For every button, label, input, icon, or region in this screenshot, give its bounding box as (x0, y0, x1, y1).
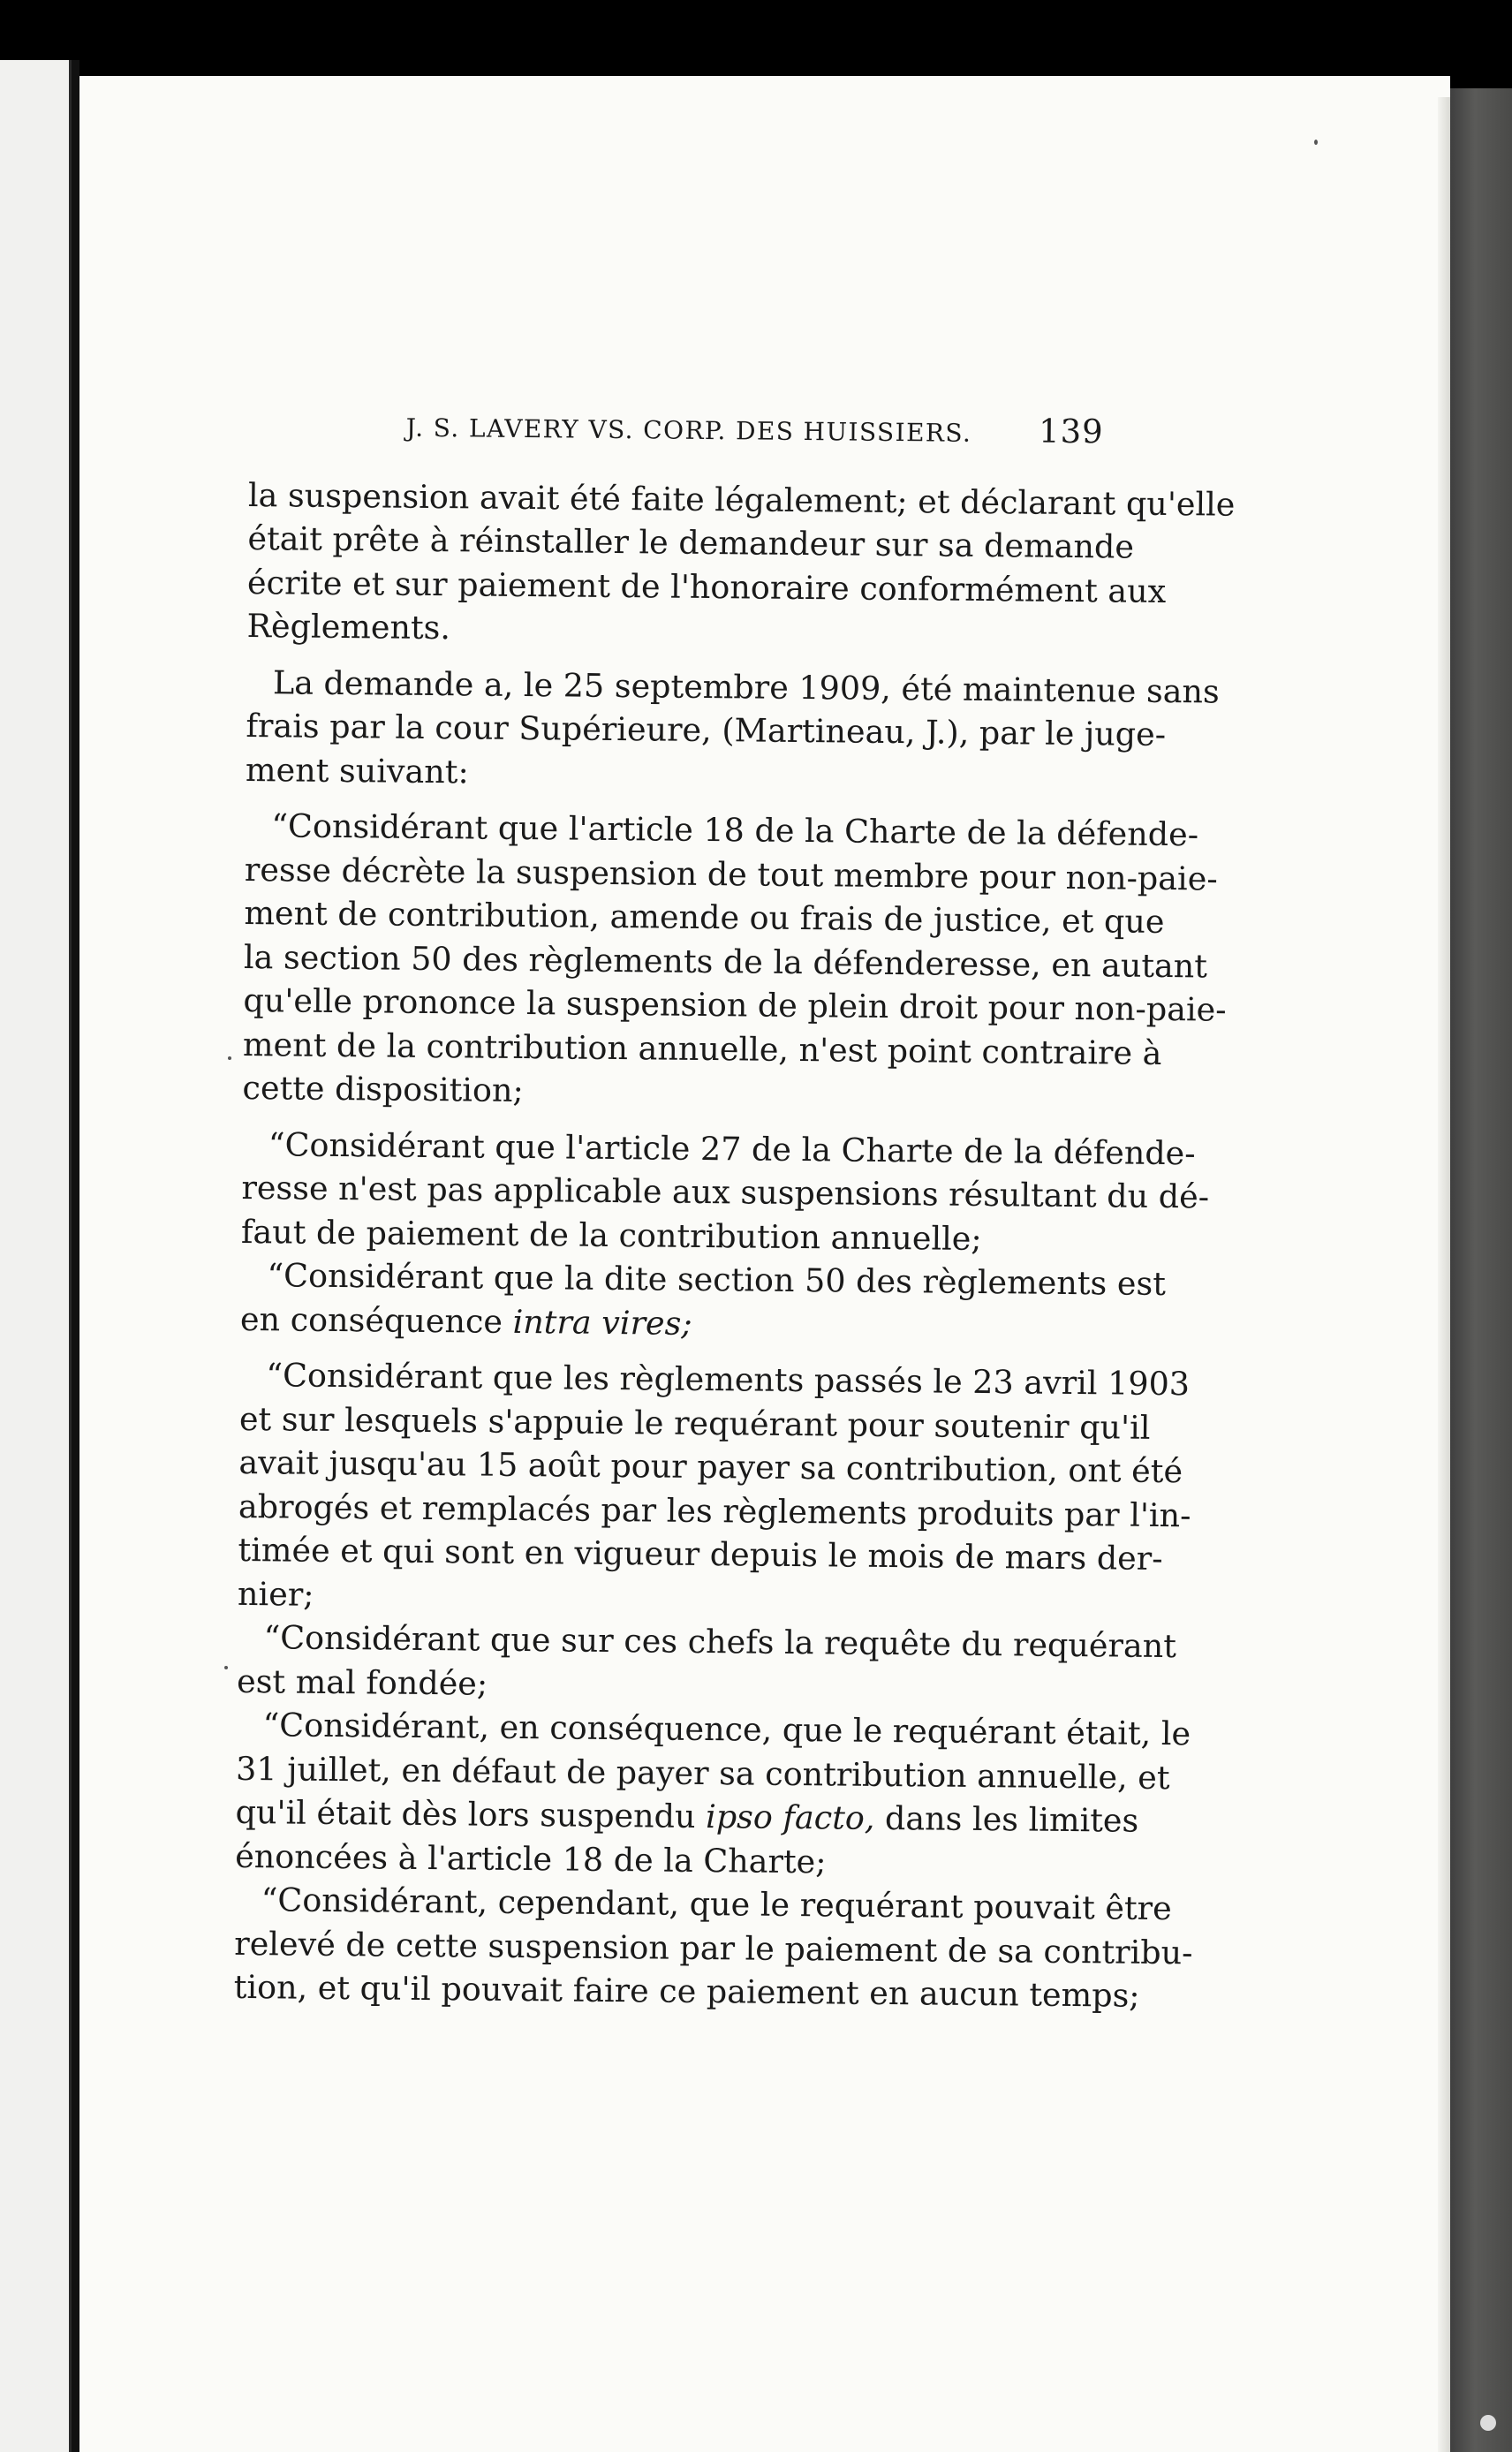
text-line: Règlements. (246, 606, 451, 647)
text-line: ment de la contribution annuelle, n'est point contraire à (242, 1025, 1162, 1072)
paragraph (240, 1122, 1210, 1261)
running-head (248, 402, 1103, 457)
text-line: 31 juillet, en défaut de payer sa contribution annuelle, et (235, 1749, 1170, 1797)
paragraph (233, 1878, 1193, 2017)
page-number: 139 (1038, 412, 1104, 451)
text-line: la section 50 des règlements de la défenderesse, en autant (243, 937, 1208, 985)
text-line: nier; (237, 1574, 314, 1614)
paragraph (236, 1616, 1177, 1711)
text-line: “Considérant que l'article 18 de la Charte de la défende- (271, 806, 1199, 854)
text-line: énoncées à l'article 18 de la Charte; (234, 1836, 827, 1881)
text-line: et sur lesquels s'appuie le requérant pour soutenir qu'il (238, 1399, 1151, 1447)
book-cover-edge (1450, 88, 1512, 2452)
text-line (235, 1790, 1139, 1843)
paragraph (242, 804, 1227, 1118)
text-line: “Considérant, en conséquence, que le requérant était, le (262, 1706, 1191, 1753)
text-segment: dans les limites (884, 1798, 1139, 1840)
scan-speck (1480, 2415, 1496, 2431)
paragraph (234, 1703, 1191, 1886)
page-edge-shadow (1438, 97, 1450, 2452)
text-line: relevé de cette suspension par le paiement de sa contribu- (234, 1924, 1193, 1971)
scan-speck (228, 1056, 231, 1060)
text-segment: en conséquence (239, 1299, 503, 1341)
text-line: La demande a, le 25 septembre 1909, été maintenue sans (272, 662, 1220, 711)
text-line: faut de paiement de la contribution annuelle; (240, 1212, 982, 1258)
book-gutter (72, 60, 79, 2452)
text-line: resse n'est pas applicable aux suspensions résultant du dé- (241, 1168, 1210, 1216)
text-line: abrogés et remplacés par les règlements produits par l'in- (238, 1487, 1191, 1534)
text-line: la suspension avait été faite légalement; et déclarant qu'elle (247, 475, 1236, 524)
text-line: “Considérant que l'article 27 de la Charte de la défende- (268, 1124, 1196, 1172)
text-line: “Considérant que les règlements passés le 23 avril 1903 (266, 1356, 1191, 1404)
text-line: écrite et sur paiement de l'honoraire conformément aux (246, 563, 1167, 610)
text-line: frais par la cour Supérieure, (Martineau, J.), par le juge- (246, 706, 1167, 753)
text-line: ment de contribution, amende ou frais de justice, et que (244, 893, 1165, 941)
paragraph (237, 1353, 1191, 1623)
paragraph (246, 473, 1236, 655)
running-head-title: J. S. LAVERY VS. CORP. DES HUISSIERS. (405, 412, 972, 448)
text-line: est mal fondée; (236, 1661, 488, 1703)
text-line: resse décrète la suspension de tout membre pour non-paie- (244, 850, 1218, 898)
text-line: “Considérant, cependant, que le requérant pouvait être (261, 1881, 1172, 1928)
scan-speck (1314, 140, 1318, 145)
text-line: était prête à réinstaller le demandeur sur sa demande (247, 518, 1135, 566)
facing-page-edge (0, 60, 72, 2452)
text-line: qu'elle prononce la suspension de plein droit pour non-paie- (243, 980, 1227, 1029)
paragraph (245, 660, 1220, 799)
italic-phrase: ipso facto, (705, 1797, 875, 1837)
scan-speck (224, 1666, 228, 1669)
text-line: “Considérant que sur ces chefs la requête du requérant (263, 1618, 1177, 1666)
text-line: “Considérant que la dite section 50 des règlements est (267, 1256, 1167, 1304)
text-line: avait jusqu'au 15 août pour payer sa contribution, ont été (238, 1442, 1183, 1491)
text-line: cette disposition; (242, 1068, 524, 1110)
italic-phrase: intra vires; (512, 1302, 692, 1343)
text-line: ment suivant: (245, 750, 469, 791)
text-segment: qu'il était dès lors suspendu (235, 1792, 696, 1835)
paragraph (239, 1253, 1167, 1349)
text-line: timée et qui sont en vigueur depuis le mois de mars der- (238, 1530, 1163, 1578)
text-line (240, 1297, 1095, 1349)
text-line: tion, et qu'il pouvait faire ce paiement en aucun temps; (233, 1967, 1140, 2015)
page-text (233, 402, 1236, 2017)
